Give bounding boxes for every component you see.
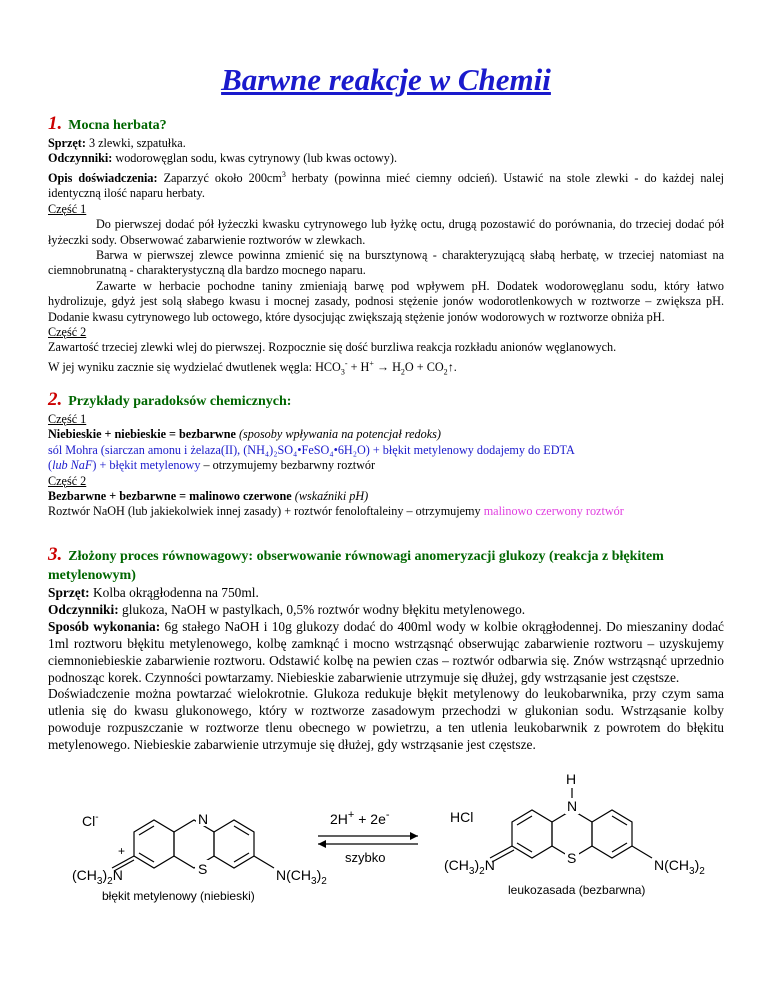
section-2-heading (48, 390, 724, 412)
dimethylamino-group: $N(CH_3)_2$ (276, 867, 327, 887)
paradox-2-heading: Bezbarwne + bezbarwne = malinowo czerwone (wskaźniki pH) (48, 489, 369, 504)
part-2-label: Część 2 (48, 473, 87, 488)
reaction-equation: W jej wyniku zacznie się wydzielać dwutlenek węgla: $HCO_3^- + H^+ \to H_2O$ + $CO_2↑$. (48, 358, 457, 377)
paradox-1-heading: Niebieskie + niebieskie = bezbarwne (sposoby wpływania na potencjał redoks) (48, 427, 441, 442)
section-3-heading (48, 546, 724, 585)
nitrogen-atom: N (567, 798, 578, 814)
paradox-1-result: (lub NaF) + błękit metylenowy – otrzymujemy bezbarwny roztwór (48, 458, 376, 473)
sulfur-atom: S (198, 861, 208, 877)
equipment-line: Sprzęt: 3 zlewki, szpatułka. (48, 136, 186, 150)
section-1 (48, 114, 724, 380)
hcl-label: HCl (450, 809, 474, 825)
product-label: leukozasada (bezbarwna) (508, 883, 646, 897)
section-number: 3. (48, 544, 63, 565)
reagents-line: Odczynniki: wodorowęglan sodu, kwas cytrynowy (lub kwas octowy). (48, 151, 398, 166)
section-2 (48, 390, 724, 520)
section-title: Przykłady paradoksów chemicznych: (68, 394, 292, 409)
nitrogen-atom: N (198, 811, 209, 827)
reaction-scheme (0, 764, 768, 994)
reagents: 2H+ + 2e- (330, 809, 390, 827)
dimethylamino-group: $(CH_3)_2N$ (444, 857, 495, 877)
dimethylamino-group: $N(CH_3)_2$ (654, 857, 705, 877)
reagents-line: Odczynniki: glukoza, NaOH w pastylkach, 0,5% roztwór wodny błękitu metylenowego. (48, 601, 526, 617)
reactant-label: błękit metylenowy (niebieski) (102, 889, 255, 903)
description-line: Opis doświadczenia: Zaparzyć około $200cm^3$ herbaty (powinna mieć ciemny odcień). Ustawić na stole zlewki - do każdej nalej identyczną ilość naparu herbaty. (48, 169, 724, 201)
charge-plus: + (118, 844, 126, 858)
hydrogen-atom: H (566, 771, 577, 787)
arrow-label: szybko (345, 850, 386, 865)
section-title: Mocna herbata? (68, 118, 167, 133)
part-1-label: Część 1 (48, 201, 87, 216)
section-title: Złożony proces równowagowy: obserwowanie równowagi anomeryzacji glukozy (reakcja z błękitem metylenowym) (48, 549, 664, 583)
chloride-ion: Cl- (82, 812, 99, 829)
paradox-1-text: sól Mohra (siarczan amonu i żelaza(II), (NH₄)₂SO₄•FeSO₄•6H₂O) + błękit metylenowy dodajemy do EDTA (48, 442, 575, 457)
paragraph: Doświadczenie można powtarzać wielokrotnie. Glukoza redukuje błękit metylenowy do leukobarwnika, przy czym sama utlenia się do kwasu glukonowego, który w roztworze zasadowym przechodzi w glukonian sodu. Wstrząsanie kolby powoduje rozpuszczanie w roztworze tlenu obecnego w powietrzu, a ten utlenia leukobarwnik z powrotem do błękitu metylenowego. Niebieskie zabarwienie utrzymuje się dłużej, gdy wstrząsanie jest częstsze. (48, 686, 724, 753)
paragraph: Do pierwszej dodać pół łyżeczki kwasku cytrynowego lub łyżkę octu, drugą pozostawić do porównania, do trzeciej dodać pół łyżeczki sody. Obserwować zabarwienie roztworów w zlewkach. (48, 217, 724, 247)
paragraph: Zawartość trzeciej zlewki wlej do pierwszej. Rozpocznie się dość burzliwa reakcja rozkładu anionów węglanowych. (48, 340, 617, 355)
equipment-line: Sprzęt: Kolba okrągłodenna na 750ml. (48, 585, 259, 600)
section-number: 2. (48, 389, 63, 410)
dimethylamino-group: $(CH_3)_2N$ (72, 867, 123, 887)
sulfur-atom: S (567, 850, 577, 866)
paradox-2-text: Roztwór NaOH (lub jakiekolwiek innej zasady) + roztwór fenoloftaleiny – otrzymujemy malinowo czerwony roztwór (48, 504, 624, 519)
procedure: Sposób wykonania: 6g stałego NaOH i 10g glukozy dodać do 400ml wody w kolbie okrągłodennej. Do mieszaniny dodać 1ml roztworu błękitu metylenowego, kolbę zamknąć i mocno wstrząsnąć obserwując zabarwienie roztworu – uzyskujemy ciemnoniebieskie zabarwienie roztworu. Odstawić kolbę na pewien czas – roztwór odbarwia się. Znów wstrząsnąć uprzednio podnosząc korek. Czynności powtarzamy. Niebieskie zabarwienie utrzymuje się dłużej, gdy wstrząsanie jest częstsze. (48, 618, 724, 685)
section-3 (48, 546, 724, 754)
document-title: Barwne reakcje w Chemii (221, 62, 551, 97)
section-number: 1. (48, 113, 63, 134)
section-1-heading (48, 114, 724, 136)
part-1-label: Część 1 (48, 412, 87, 426)
paragraph: Zawarte w herbacie pochodne taniny zmieniają barwę pod wpływem pH. Dodatek wodorowęglanu sodu, który łatwo hydrolizuje, gdyż jest solą słabego kwasu i mocnej zasady, podnosi stężenie jonów wodorotlenkowych w roztworze – zwiększa pH. Dodanie kwasu cytrynowego lub octowego, które dysocjując zwiększają stężenie jonów wodorowych w roztworze obniża pH. (48, 278, 724, 324)
part-2-label: Część 2 (48, 324, 87, 339)
paragraph: Barwa w pierwszej zlewce powinna zmienić się na bursztynową - charakteryzującą słabą herbatę, w trzeciej natomiast na ciemnobrunatną - charakterystyczną dla bardzo mocnego naparu. (48, 247, 724, 278)
